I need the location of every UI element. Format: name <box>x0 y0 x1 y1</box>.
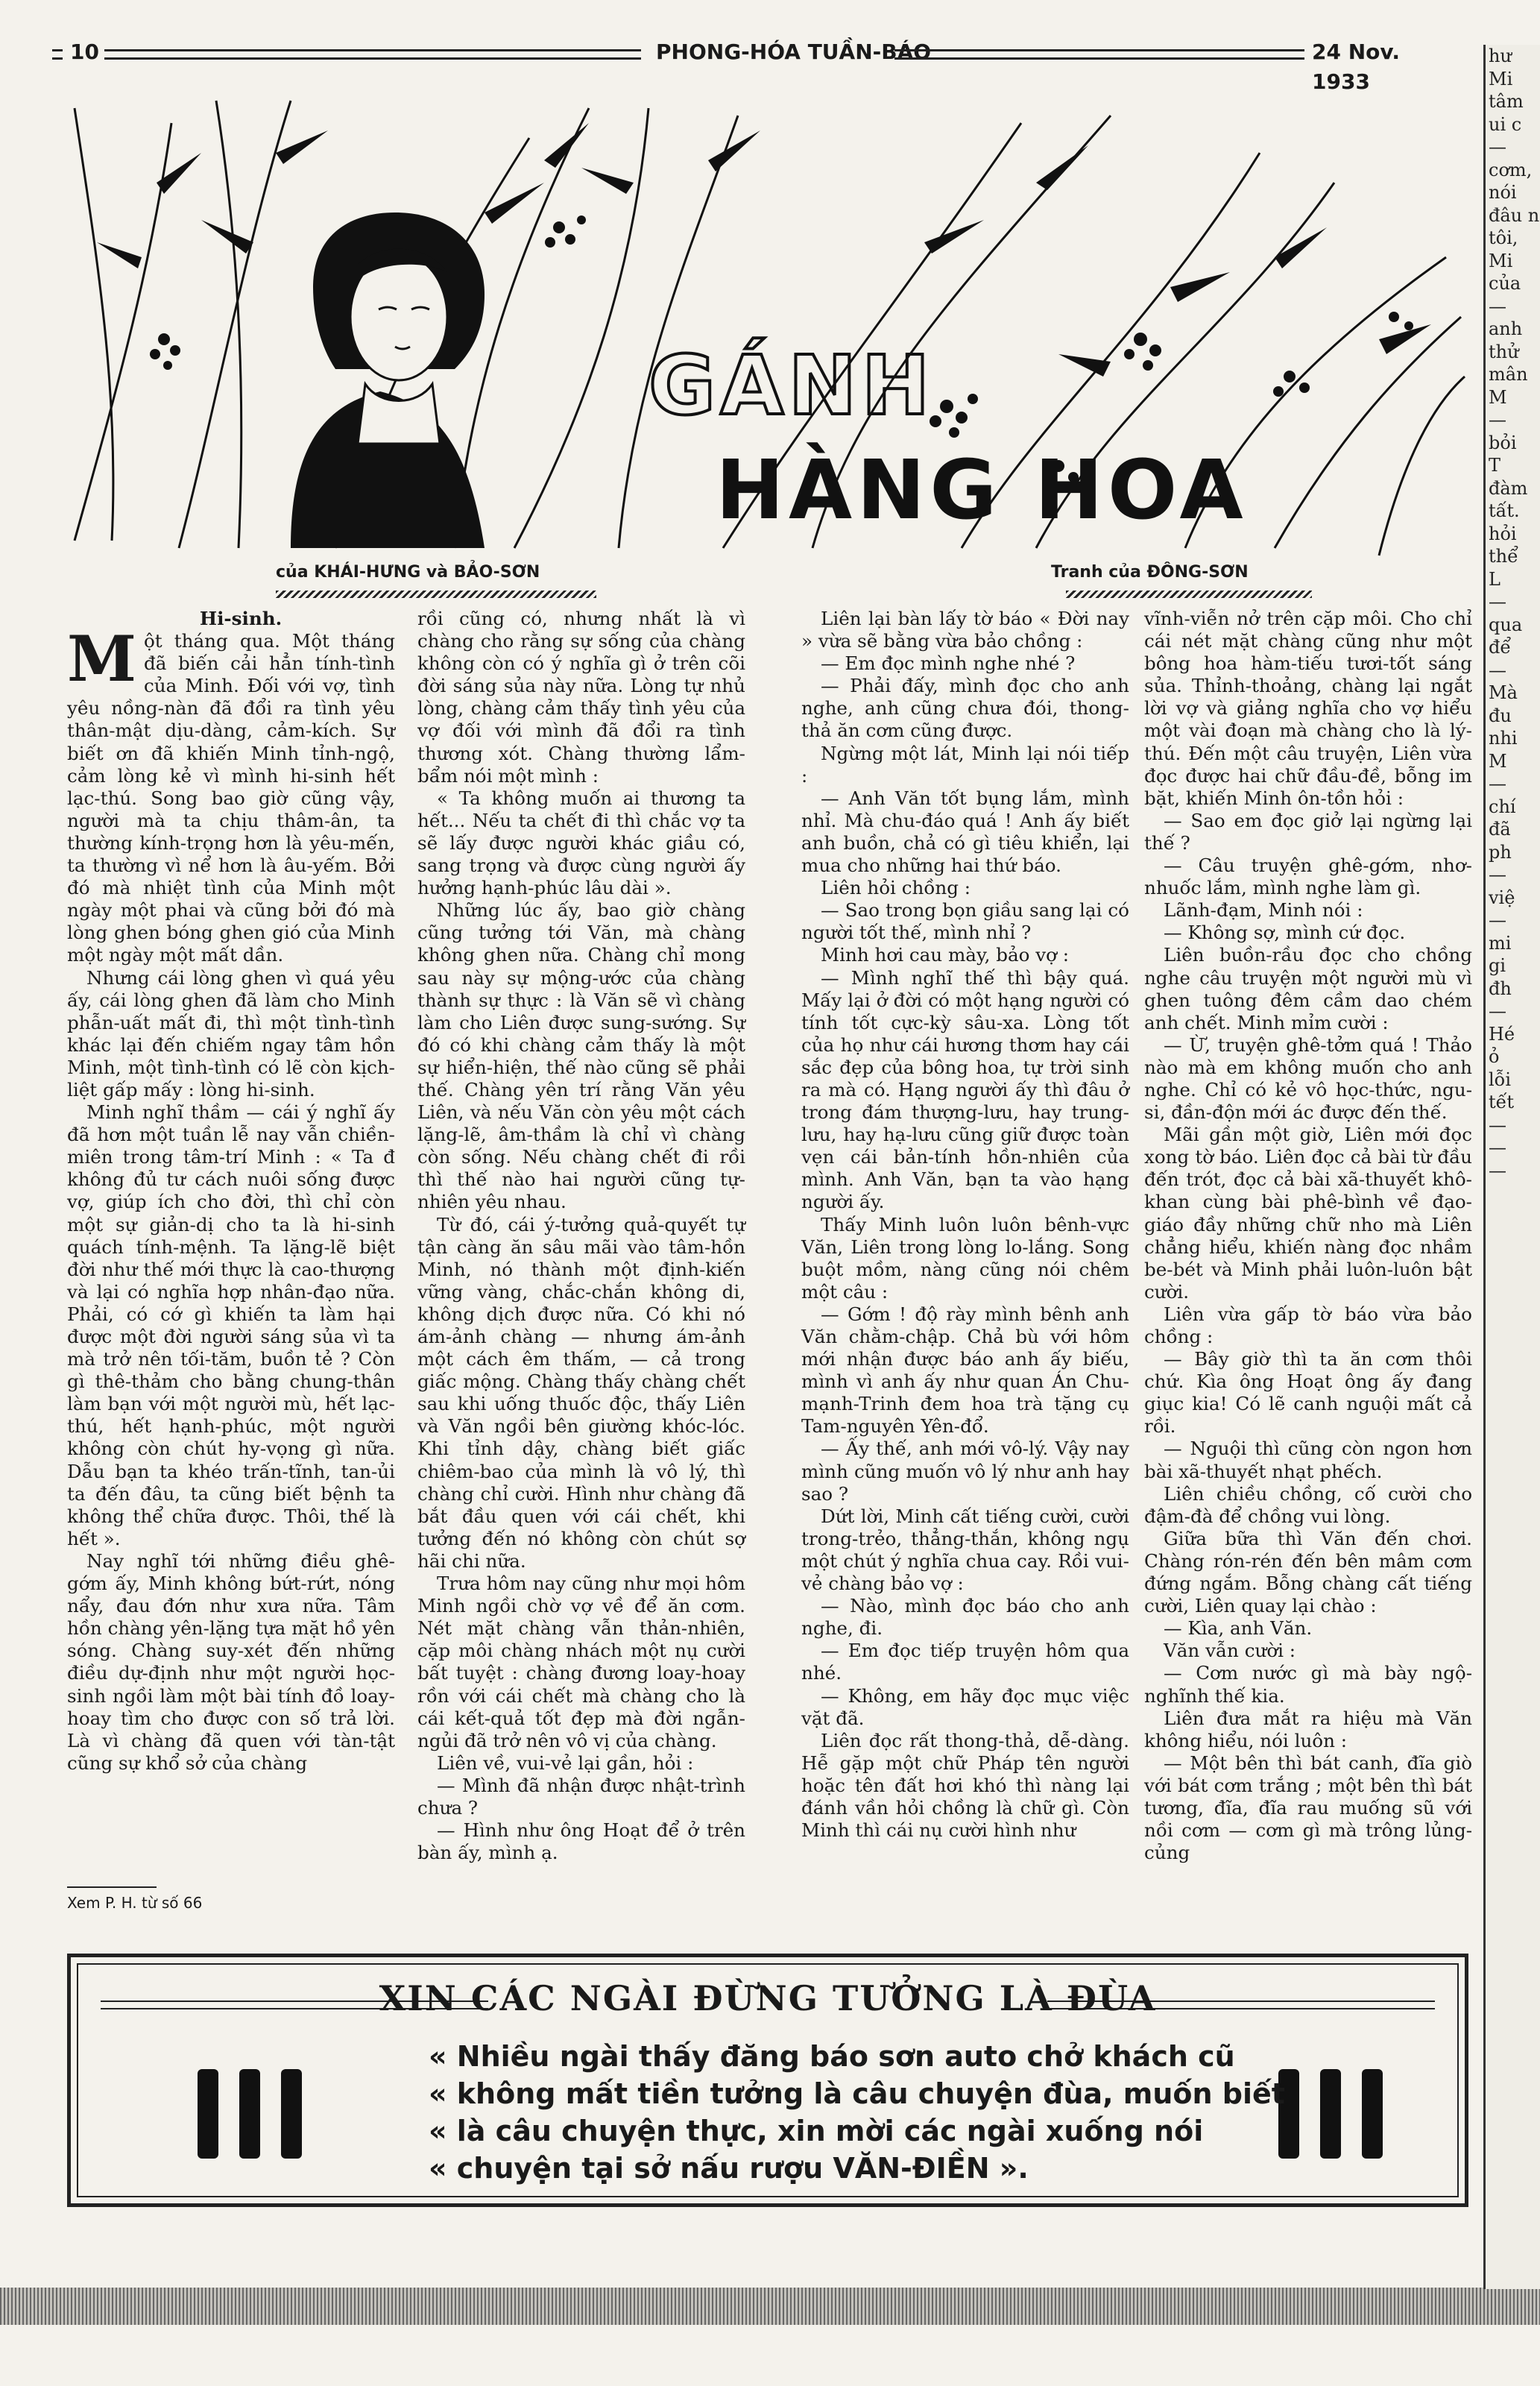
story-illustration <box>67 93 1468 559</box>
paragraph: Liên hỏi chồng : <box>821 877 971 899</box>
adjacent-page-fragment: — <box>1489 1001 1506 1022</box>
paragraph: Một tháng qua. Một tháng đã biến cải hẳn tính-tình của Minh. Đối với vợ, tình yêu nồng-nàn đã đổi ra tình yêu thân-mật dịu-dàng, cảm-kích. Sự biết ơn đã khiến Minh tỉnh-ngộ, cảm lòng kẻ vì mình hi-sinh hết lạc-thú. Song bao giờ cũng vậy, người mà ta chịu thâm-ân, ta thường kính-trọng hơn là yêu-mến, ta thường vì nể hơn là âu-yếm. Bởi đó mà nhiệt tình của Minh một ngày một phai và cũng bởi đó mà lòng ghen bóng ghen gió của Minh một ngày một mất dần. <box>67 622 395 966</box>
paragraph: — Hình như ông Hoạt để ở trên bàn ấy, mình ạ. <box>417 1819 745 1864</box>
paragraph: — Em đọc mình nghe nhé ? <box>821 652 1076 675</box>
paragraph: — Phải đấy, mình đọc cho anh nghe, anh cũng chưa đói, thong-thả ăn cơm cũng được. <box>801 675 1129 742</box>
drop-cap: M <box>67 622 136 696</box>
adjacent-page-fragment: của <box>1489 273 1521 294</box>
adjacent-page-fragment: tôi, <box>1489 227 1518 248</box>
paragraph: Minh nghĩ thầm — cái ý nghĩ ấy đã hơn một tuần lễ nay vẫn chiền-miên trong tâm-trí Minh : « Ta đ không đủ tư cách nuôi sống được vợ, giúp ích cho đời, thì chỉ còn một sự giản-dị cho ta là hi-sinh quách tính-mệnh. Ta lặng-lẽ biệt đời như thế mới thực là cao-thượng và lại có nghĩa hợp nhân-đạo nữa. Phải, có cớ gì khiến ta làm hại được một đời người sáng sủa vì ta mà trở nên tối-tăm, buồn tẻ ? Còn gì thê-thảm cho bằng chung-thân làm bạn với một người mù, hết lạc-thú, hết hạnh-phúc, một người không còn chút hy-vọng gì nữa. Dẫu bạn ta khéo trấn-tĩnh, tan-ủi ta đến đâu, ta cũng biết bệnh ta không thể chữa được. Thôi, thế là hết ». <box>67 1101 395 1549</box>
adjacent-page-fragment: Mi <box>1489 250 1513 271</box>
adjacent-page-fragment: L <box>1489 568 1500 590</box>
adjacent-page-fragment: nói <box>1489 182 1517 203</box>
adjacent-page-fragment: M <box>1489 750 1507 772</box>
paragraph: Ngừng một lát, Minh lại nói tiếp : <box>801 742 1129 787</box>
paragraph: Những lúc ấy, bao giờ chàng cũng tưởng tới Văn, mà chàng không ghen nữa. Chàng chỉ mong sau này sự mộng-ước của chàng thành sự thực : là Văn sẽ vì chàng làm cho Liên được sung-sướng. Sự đó có khi chàng cảm thấy là một sự hiển-hiện, thế nào cũng sẽ phải thế. Chàng yên trí rằng Văn yêu Liên, và nếu Văn còn yêu một cách lặng-lẽ, âm-thầm là chỉ vì chàng còn sống. Nếu chàng chết đi rồi thì thế nào hai người cũng tự-nhiên yêu nhau. <box>417 899 745 1213</box>
adjacent-page-fragment: — <box>1489 591 1506 612</box>
paragraph: — Bây giờ thì ta ăn cơm thôi chứ. Kìa ông Hoạt ông ấy đang giục kia! Có lẽ canh nguội mất cả rồi. <box>1144 1348 1472 1438</box>
paragraph: Dứt lời, Minh cất tiếng cười, cười trong-trẻo, thẳng-thắn, không ngụ một chút ý nghĩa chua cay. Rồi vui-vẻ chàng bảo vợ : <box>801 1505 1129 1595</box>
adjacent-page-fragment: — <box>1489 864 1506 885</box>
paragraph: Nhưng cái lòng ghen vì quá yêu ấy, cái lòng ghen đã làm cho Minh phẫn-uất mất đi, thì một tình-tình khác lại đến chiếm ngay tâm hồn Minh, một tình-tình có lẽ còn kịch-liệt gấp mấy : lòng hi-sinh. <box>67 966 395 1101</box>
adjacent-page-fragment: — <box>1489 409 1506 430</box>
adjacent-page-fragment: — <box>1489 1137 1506 1158</box>
paragraph: Liên đọc rất thong-thả, dễ-dàng. Hễ gặp một chữ Pháp tên người hoặc tên đất hơi khó thì nàng lại đánh vần hỏi chồng là chữ gì. Còn Minh thì cái nụ cười hình như <box>801 1729 1129 1842</box>
adjacent-page-fragment: hỏi <box>1489 523 1517 544</box>
advertisement-text <box>429 2038 1323 2187</box>
paragraph: vĩnh-viễn nở trên cặp môi. Cho chỉ cái nét mặt chàng cũng như một bông hoa hàm-tiếu tươi-tốt sáng sủa. Thỉnh-thoảng, chàng lại ngắt lời vợ và giảng nghĩa cho vợ hiểu một vài đoạn mà chàng cho là lý-thú. Đến một câu truyện, Liên vừa đọc được hai chữ đầu-đề, bỗng im bặt, khiến Minh ôn-tồn hỏi : <box>1144 608 1472 809</box>
adjacent-page-fragment: T <box>1489 455 1501 476</box>
adjacent-page-fragment: bỏi <box>1489 432 1517 453</box>
advertisement-title: XIN CÁC NGÀI ĐỪNG TƯỞNG LÀ ĐÙA <box>379 1978 1157 2018</box>
paragraph: — Kìa, anh Văn. <box>1164 1617 1313 1640</box>
adjacent-page-fragment: tâm <box>1489 91 1524 112</box>
paragraph: — Em đọc tiếp truyện hôm qua nhé. <box>801 1640 1129 1684</box>
paragraph: Lãnh-đạm, Minh nói : <box>1164 899 1363 922</box>
paragraph: Liên buồn-rầu đọc cho chồng nghe câu truyện một người mù vì ghen tuông đêm cầm dao chém anh chết. Minh mỉm cười : <box>1144 944 1472 1033</box>
adjacent-page-fragment: để <box>1489 637 1512 658</box>
paragraph: — Gớm ! độ rày mình bênh anh Văn chằm-chập. Chả bù với hôm mới nhận được báo anh ấy biếu, mình vì anh ấy như quan Án Chu-mạnh-Trinh đem hoa trà tặng cụ Tam-nguyên Yên-đổ. <box>801 1303 1129 1438</box>
paragraph: Trưa hôm nay cũng như mọi hôm Minh ngồi chờ vợ về để ăn cơm. Nét mặt chàng vẫn thản-nhiên, cặp môi chàng nhách một nụ cười bất tuyệt : chàng đương loay-hoay rồn với cái chết mà chàng cho là cái kết-quả tốt đẹp mà đời ngẫn-ngủi đã trở nên vô vị của chàng. <box>417 1573 745 1751</box>
adjacent-page-fragment: gi <box>1489 955 1506 976</box>
adjacent-page-fragment: Hé <box>1489 1023 1515 1045</box>
paragraph: Liên chiều chồng, cố cười cho đậm-đà để chồng vui lòng. <box>1144 1482 1472 1527</box>
story-authors: của KHÁI-HƯNG và BẢO-SƠN <box>276 563 540 582</box>
adjacent-page-fragment: Mà <box>1489 682 1518 703</box>
paragraph: Từ đó, cái ý-tưởng quả-quyết tự tận càng ăn sâu mãi vào tâm-hồn Minh, nó thành một định-kiến vững vàng, chắc-chắn không di, không dịch được nữa. Có khi nó ám-ảnh chàng — nhưng ám-ảnh một cách êm thấm, — cả trong giấc mộng. Chàng thấy chàng chết sau khi uống thuốc độc, thấy Liên và Văn ngồi bên giường khóc-lóc. Khi tỉnh dậy, chàng biết giấc chiêm-bao của mình là vô lý, thì chàng chỉ cười. Hình như chàng đã bắt đầu quen với cái chết, khi tưởng đến nó không còn chút sợ hãi chi nữa. <box>417 1213 745 1572</box>
adjacent-page-fragment: — <box>1489 910 1506 931</box>
footnote: Xem P. H. từ số 66 <box>67 1894 203 1912</box>
adjacent-page-fragment: tất. <box>1489 500 1520 521</box>
adjacent-page-fragment: đã <box>1489 819 1511 840</box>
adjacent-page-fragment: thử <box>1489 341 1519 362</box>
paragraph: — Mình đã nhận được nhật-trình chưa ? <box>417 1774 745 1819</box>
adjacent-page-fragment: ph <box>1489 841 1512 863</box>
paragraph: — Không, em hãy đọc mục việc vặt đã. <box>801 1684 1129 1729</box>
paragraph: — Ừ, truyện ghê-tởm quá ! Thảo nào mà em không muốn cho anh nghe. Chỉ có kẻ vô học-thức, ngu-si, đần-độn mới ác được đến thế. <box>1144 1033 1472 1124</box>
paragraph: Thấy Minh luôn luôn bênh-vực Văn, Liên trong lòng lo-lắng. Song buột mồm, nàng cũng nói chêm một câu : <box>801 1213 1129 1303</box>
adjacent-page-fragment: M <box>1489 386 1507 408</box>
paragraph: « Ta không muốn ai thương ta hết... Nếu ta chết đi thì chắc vợ ta sẽ lấy được người khác giầu có, sang trọng và được cùng người ấy hưởng hạnh-phúc lâu dài ». <box>417 787 745 899</box>
adjacent-page-fragment: thể <box>1489 546 1518 567</box>
paragraph: Liên về, vui-vẻ lại gần, hỏi : <box>437 1751 694 1774</box>
text-column-3 <box>801 608 1129 1842</box>
adjacent-page-fragment: — <box>1489 773 1506 794</box>
byline-underline-left <box>276 591 596 598</box>
publication-name: PHONG-HÓA TUẦN-BÁO <box>648 37 938 67</box>
adjacent-page-fragment: ui c <box>1489 113 1522 135</box>
paragraph: — Nào, mình đọc báo cho anh nghe, đi. <box>801 1595 1129 1640</box>
paragraph: — Một bên thì bát canh, đĩa giò với bát cơm trắng ; một bên thì bát tương, đĩa, đĩa rau muống sũ với nồi cơm — cơm gì mà trông lủng-củng <box>1144 1751 1472 1864</box>
adjacent-page-fragment: — <box>1489 1114 1506 1136</box>
ad-line: « chuyện tại sở nấu rượu VĂN-ĐIỀN ». <box>429 2152 1029 2185</box>
paragraph: Liên vừa gấp tờ báo vừa bảo chồng : <box>1144 1303 1472 1347</box>
adjacent-page-fragment: Mi <box>1489 68 1513 89</box>
text-column-2 <box>417 608 745 1864</box>
adjacent-page-fragment: cơm, <box>1489 159 1533 180</box>
text-column-4 <box>1144 608 1472 1864</box>
ad-line: « Nhiều ngài thấy đăng báo sơn auto chở khách cũ <box>429 2040 1235 2073</box>
adjacent-page-fragment: — <box>1489 659 1506 681</box>
adjacent-page-fragment: mân <box>1489 364 1528 385</box>
adjacent-page-fragment: hư <box>1489 45 1512 66</box>
story-title-line1: GÁNH <box>648 338 935 433</box>
ad-line: « không mất tiền tưởng là câu chuyện đùa, muốn biết <box>429 2077 1285 2110</box>
footnote-rule <box>67 1886 157 1888</box>
paragraph: Liên lại bàn lấy tờ báo « Đời nay » vừa sẽ bằng vừa bảo chồng : <box>801 608 1129 652</box>
adjacent-page-fragment: đàm <box>1489 477 1528 499</box>
page-header <box>52 37 1468 94</box>
story-title-line2: HÀNG HOA <box>716 442 1248 538</box>
byline-underline-right <box>1066 591 1312 598</box>
paragraph: — Nguội thì cũng còn ngon hơn bài xã-thuyết nhạt phếch. <box>1144 1438 1472 1482</box>
adjacent-page-fragment: đu <box>1489 705 1512 726</box>
paragraph: Liên đưa mắt ra hiệu mà Văn không hiểu, nói luôn : <box>1144 1707 1472 1751</box>
scan-edge-bar <box>0 2288 1540 2325</box>
paragraph: Mãi gần một giờ, Liên mới đọc xong tờ báo. Liên đọc cả bài từ đầu đến trót, đọc cả bài xã-thuyết khô-khan cùng bài phê-bình về đạo-giáo đầy những chữ nho mà Liên chẳng hiểu, khiến nàng đọc nhầm be-bét và Minh phải luôn-luôn bật cười. <box>1144 1124 1472 1303</box>
adjacent-page-fragment: tết <box>1489 1092 1515 1112</box>
adjacent-page-fragment: đâu n <box>1489 204 1540 226</box>
adjacent-page-fragment: qua <box>1489 614 1523 635</box>
adjacent-page-fragment: chí <box>1489 796 1516 817</box>
ad-decorative-mark-left <box>183 2062 317 2166</box>
paragraph: — Mình nghĩ thế thì bậy quá. Mấy lại ở đời có một hạng người có tính tốt cực-kỳ sâu-xa. Lòng tốt của họ như cái hương thơm hay cái sắc đẹp của bông hoa, tự trời sinh ra mà có. Hạng người ấy thì đâu ở trong đám thượng-lưu, hay trung-lưu, hay hạ-lưu cũng giữ được toàn vẹn cái bản-tính hồn-nhiên của mình. Anh Văn, bạn ta vào hạng người ấy. <box>801 966 1129 1213</box>
paragraph: — Anh Văn tốt bụng lắm, mình nhỉ. Mà chu-đáo quá ! Anh ấy biết anh buồn, chả có gì tiêu khiển, lại mua cho những hai thứ báo. <box>801 787 1129 877</box>
adjacent-page-fragment: lỗi <box>1489 1068 1512 1090</box>
adjacent-page-fragment: — <box>1489 1159 1506 1181</box>
adjacent-page-fragment: ỏ <box>1489 1046 1500 1067</box>
paragraph: Minh hơi cau mày, bảo vợ : <box>821 944 1070 966</box>
advertisement-box <box>67 1954 1468 2207</box>
paragraph: — Câu truyện ghê-gớm, nhơ-nhuốc lắm, mình nghe làm gì. <box>1144 854 1472 899</box>
section-title: Hi-sinh. <box>199 608 283 629</box>
adjacent-page-fragment: anh <box>1489 318 1523 339</box>
adjacent-page-fragment: việ <box>1489 887 1515 908</box>
paragraph: — Sao em đọc giở lại ngừng lại thế ? <box>1144 809 1472 854</box>
paragraph: — Không sợ, mình cứ đọc. <box>1164 922 1406 944</box>
adjacent-page-fragment: — <box>1489 295 1506 317</box>
paragraph: — Sao trong bọn giầu sang lại có người tốt thế, mình nhỉ ? <box>801 899 1129 944</box>
ad-line: « là câu chuyện thực, xin mời các ngài xuống nói <box>429 2115 1204 2147</box>
paragraph: Nay nghĩ tới những điều ghê-gớm ấy, Minh không bứt-rứt, nóng nẩy, đau đớn như xưa nữa. Tâm hồn chàng yên-lặng tựa mặt hồ yên sóng. Chàng suy-xét đến những điều dự-định như một người học-sinh ngồi làm một bài tính đồ loay-hoay tìm cho được con số trả lời. Là vì chàng đã quen với tàn-tật cũng sự khổ sở của chàng <box>67 1549 395 1774</box>
adjacent-page-fragment: mi <box>1489 932 1512 954</box>
paragraph: Giữa bữa thì Văn đến chơi. Chàng rón-rén đến bên mâm cơm đứng ngắm. Bỗng chàng cất tiếng cười, Liên quay lại chào : <box>1144 1527 1472 1617</box>
issue-date: 24 Nov. 1933 <box>1304 37 1468 97</box>
paragraph: — Ấy thế, anh mới vô-lý. Vậy nay mình cũng muốn vô lý như anh hay sao ? <box>801 1438 1129 1505</box>
paragraph: Văn vẫn cười : <box>1164 1640 1296 1662</box>
adjacent-page-fragment: đh <box>1489 978 1512 999</box>
paragraph: rồi cũng có, nhưng nhất là vì chàng cho rằng sự sống của chàng không còn có ý nghĩa gì ở trên cõi đời sáng sủa này nữa. Lòng tự nhủ lòng, chàng cảm thấy tình yêu của vợ đối với mình đã đổi ra tình thương xót. Chàng thường lẩm-bẩm nói một mình : <box>417 608 745 787</box>
adjacent-page-fragment: — <box>1489 136 1506 157</box>
text-column-1 <box>67 608 395 1775</box>
page-number: 10 <box>63 37 107 67</box>
paragraph: — Cơm nước gì mà bày ngộ-nghĩnh thế kia. <box>1144 1662 1472 1707</box>
adjacent-page-edge <box>1483 45 1540 2289</box>
adjacent-page-fragment: nhi <box>1489 728 1518 749</box>
illustrator-credit: Tranh của ĐÔNG-SƠN <box>1051 563 1249 582</box>
